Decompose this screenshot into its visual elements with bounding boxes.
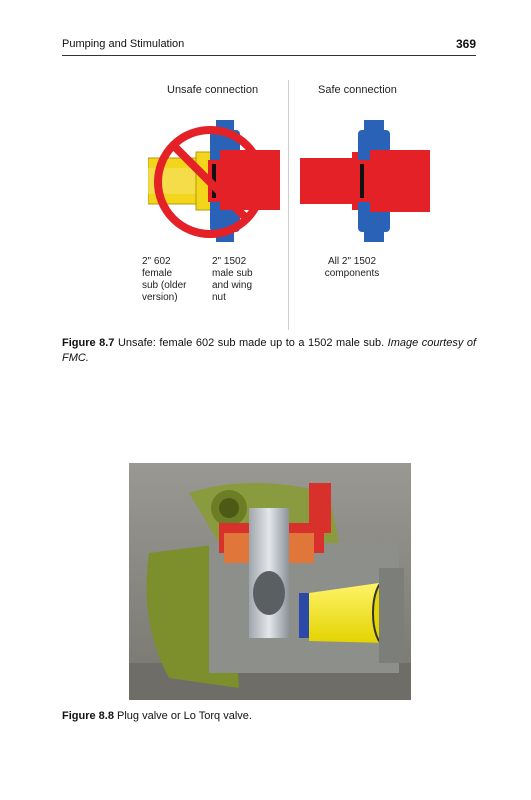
caption-label: Figure 8.8 [62, 710, 114, 722]
safe-connection-drawing [300, 120, 432, 245]
label-line: 2" 602 [142, 256, 171, 267]
figure-8-8-caption [62, 709, 476, 724]
label-line: version) [142, 292, 178, 303]
safe-connection-title: Safe connection [318, 84, 397, 96]
figure-divider [288, 80, 289, 330]
label-all-components [312, 256, 392, 280]
plug-valve-photo [129, 463, 411, 700]
caption-text: Plug valve or Lo Torq valve. [117, 710, 252, 722]
caption-label: Figure 8.7 [62, 337, 115, 349]
label-line: and wing [212, 280, 253, 291]
label-line: female [142, 268, 173, 279]
page-number: 369 [455, 37, 476, 51]
label-line: All 2" 1502 [327, 256, 377, 267]
caption-text: Unsafe: female 602 sub made up to a 1502 male sub. [117, 337, 385, 349]
label-line: sub (older [142, 280, 187, 291]
page-header [62, 38, 476, 54]
label-line: 2" 1502 [212, 256, 247, 267]
unsafe-connection-title: Unsafe connection [167, 84, 259, 96]
unsafe-connection-drawing [148, 120, 280, 245]
header-rule [62, 55, 476, 56]
label-female-sub [142, 256, 186, 304]
label-line: components [324, 268, 380, 279]
figure-8-7 [140, 80, 440, 330]
label-line: male sub [212, 268, 253, 279]
running-head: Pumping and Stimulation [62, 38, 185, 50]
label-line: nut [212, 292, 226, 303]
label-male-sub [212, 256, 253, 304]
figure-8-7-caption [62, 336, 476, 366]
caption-credit: Image courtesy of FMC. [62, 337, 477, 364]
